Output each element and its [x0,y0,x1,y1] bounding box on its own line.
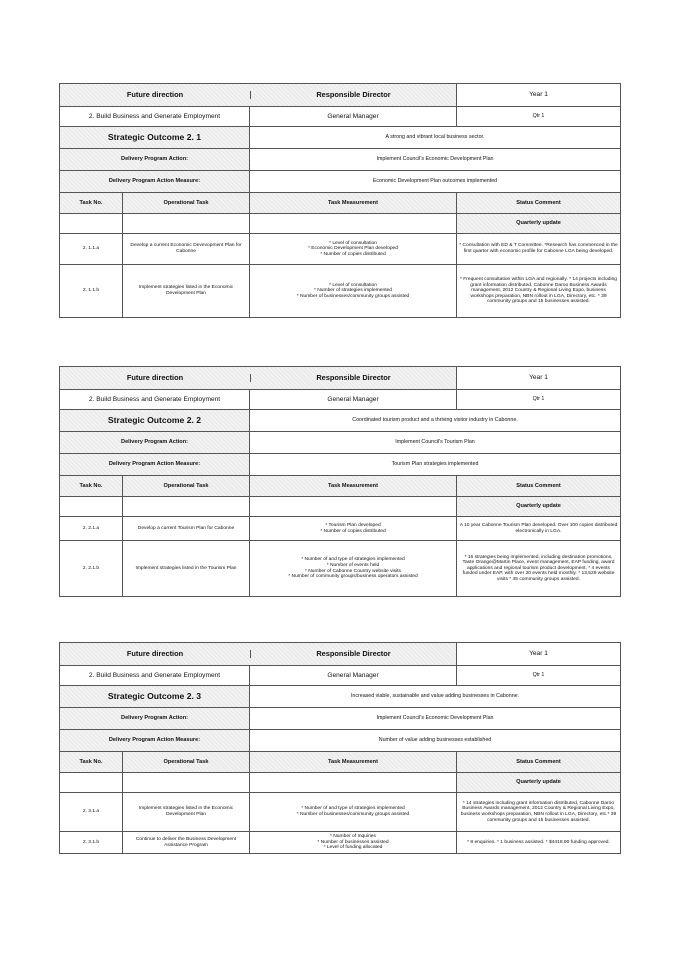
task-row [60,793,621,832]
quarter-cell: Qtr 1 [457,666,621,686]
operational-plan-table [59,366,621,597]
delivery-program-action-measure-label: Delivery Program Action Measure: [60,730,250,752]
task-number: 2. 2.1.b [60,541,123,597]
strategic-outcome-title: Strategic Outcome 2. 1 [60,127,250,149]
status-comment: * Consultation with ED & T Committee. *Research has commenced in the first quarter with economic profile for Cabonne LGA being developed. [457,234,621,265]
delivery-program-action-measure-text: Tourism Plan strategies implemented [250,454,621,476]
quarter-cell: Qtr 1 [457,390,621,410]
measurement-line: * Number of community groups/business operators assisted [288,574,418,580]
strategic-outcome-text: Increased viable, sustainable and value adding businesses in Cabonne. [250,686,621,708]
responsible-director-header: Responsible Director [316,89,391,99]
status-comment: * Frequent consultation within LGA and regionally. * 14 projects including grant information distributed, Cabonne Daroo Business Awards management, 2012 Country & Regional Living Expo, business workshops preparation, NBN rollout in LGA, Directory, etc. * 39 community groups and 15 businesses assisted. [457,265,621,318]
measurement-line: * Number of businesses assisted [317,839,389,845]
task-measurement [250,517,457,541]
col-operational-task: Operational Task [123,752,250,773]
measurement-line: * Number of businesses/community groups assisted [296,812,410,817]
col-task-no: Task No. [60,193,123,214]
year-cell: Year 1 [457,367,621,390]
col-status-comment: Status Comment [457,476,621,497]
strategic-outcome-title: Strategic Outcome 2. 3 [60,686,250,708]
header-row [60,367,457,390]
operational-plan-section [59,366,620,597]
blank-cell [250,214,457,234]
delivery-program-action-text: Implement Council's Tourism Plan [250,432,621,454]
col-task-no: Task No. [60,476,123,497]
status-comment: * 14 strategies including grant information distributed, Cabonne Daroo Business Awards management, 2012 Country & Regional Living Expo, business workshops preparation, NBN rollout in LGA, Directory, etc.* 39 community groups and 15 businesses assisted. [457,793,621,832]
col-status-comment: Status Comment [457,193,621,214]
blank-cell [123,773,250,793]
measurement-line: * Level of consultation [329,240,377,246]
operational-task: Continue to deliver the Business Development Assistance Program [123,832,250,854]
responsible-director-header: Responsible Director [316,648,391,658]
measurement-line: * Number of strategies implemented [313,288,392,294]
header-row [60,84,457,107]
measurement-line: * Level of consultation [329,282,377,288]
col-task-no: Task No. [60,752,123,773]
operational-task: Implement strategies listed in the Economic Development Plan [123,265,250,318]
task-measurement [250,793,457,832]
delivery-program-action-measure-text: Number of value adding businesses established [250,730,621,752]
quarterly-update-label: Quarterly update [457,497,621,517]
measurement-line: * Number of copies distributed [320,251,386,257]
director-value: General Manager [250,666,457,686]
strategic-outcome-text: Coordinated tourism product and a thriving visitor industry in Cabonne. [250,410,621,432]
operational-task: Develop a current Tourism Plan for Cabonne [123,517,250,541]
blank-cell [250,497,457,517]
measurement-line: * Tourism Plan developed [325,522,381,528]
task-measurement [250,832,457,854]
status-comment: * 16 strategies being implemented, including destination promotions, Taste Orange@Martin Place, event management, EAP funding, award applications and regional tourism product development. * 4 events funded under EAP, with over 20 events held monthly. * 13,529 website visits * 45 community groups assisted. [457,541,621,597]
task-measurement [250,234,457,265]
future-direction-value: 2. Build Business and Generate Employment [60,107,250,127]
strategic-outcome-text: A strong and vibrant local business sector. [250,127,621,149]
delivery-program-action-label: Delivery Program Action: [60,149,250,171]
operational-plan-table [59,83,621,318]
blank-cell [123,497,250,517]
operational-plan-section [59,642,620,854]
future-direction-value: 2. Build Business and Generate Employment [60,666,250,686]
task-number: 2. 3.1.a [60,793,123,832]
blank-cell [123,214,250,234]
delivery-program-action-label: Delivery Program Action: [60,432,250,454]
measurement-line: * Number of businesses/community groups assisted [296,293,410,299]
delivery-program-action-measure-text: Economic Development Plan outcomes implemented [250,171,621,193]
future-direction-header: Future direction [60,91,251,99]
task-row [60,265,621,318]
task-number: 2. 3.1.b [60,832,123,854]
operational-plan-section [59,83,620,318]
operational-task: Implement strategies listed in the Economic Development Plan [123,793,250,832]
header-row [60,643,457,666]
operational-plan-table [59,642,621,854]
delivery-program-action-measure-label: Delivery Program Action Measure: [60,171,250,193]
director-value: General Manager [250,390,457,410]
task-number: 2. 1.1.b [60,265,123,318]
task-row [60,517,621,541]
future-direction-header: Future direction [60,374,251,382]
measurement-line: * Level of funding allocated [323,845,383,851]
col-operational-task: Operational Task [123,193,250,214]
future-direction-header: Future direction [60,650,251,658]
year-cell: Year 1 [457,84,621,107]
status-comment: * 8 enquiries. * 1 business assisted. * $4418.90 funding approved. [457,832,621,854]
year-cell: Year 1 [457,643,621,666]
delivery-program-action-measure-label: Delivery Program Action Measure: [60,454,250,476]
col-status-comment: Status Comment [457,752,621,773]
task-measurement [250,541,457,597]
operational-task: Develop a current Economic Devevopment Plan for Cabonne [123,234,250,265]
operational-task: Implement strategies listed in the Tourism Plan [123,541,250,597]
task-row [60,234,621,265]
task-row [60,541,621,597]
task-number: 2. 2.1.a [60,517,123,541]
task-measurement [250,265,457,318]
measurement-line: * Number of Inquiries [330,834,376,840]
delivery-program-action-label: Delivery Program Action: [60,708,250,730]
measurement-line: * Number of copies distributed [320,528,386,534]
measurement-line: * Number of and type of strategies implemented [301,557,405,563]
col-task-measurement: Task Measurement [250,752,457,773]
col-operational-task: Operational Task [123,476,250,497]
quarterly-update-label: Quarterly update [457,773,621,793]
strategic-outcome-title: Strategic Outcome 2. 2 [60,410,250,432]
blank-cell [60,214,123,234]
director-value: General Manager [250,107,457,127]
quarterly-update-label: Quarterly update [457,214,621,234]
delivery-program-action-text: Implement Council's Economic Development Plan [250,149,621,171]
future-direction-value: 2. Build Business and Generate Employment [60,390,250,410]
task-number: 2. 1.1.a [60,234,123,265]
task-row [60,832,621,854]
measurement-line: * Number of and type of strategies implemented [301,806,405,812]
status-comment: A 10 year Cabonne Tourism Plan developed. Over 100 copies distributed electronically in LGA. [457,517,621,541]
blank-cell [60,773,123,793]
responsible-director-header: Responsible Director [316,372,391,382]
blank-cell [60,497,123,517]
col-task-measurement: Task Measurement [250,193,457,214]
measurement-line: * Number of Cabonne Country website visits [305,568,401,574]
quarter-cell: Qtr 1 [457,107,621,127]
measurement-line: * Number of events held [326,562,380,568]
col-task-measurement: Task Measurement [250,476,457,497]
blank-cell [250,773,457,793]
measurement-line: * Economic Development Plan developed [308,246,398,252]
delivery-program-action-text: Implement Council's Economic Development Plan [250,708,621,730]
